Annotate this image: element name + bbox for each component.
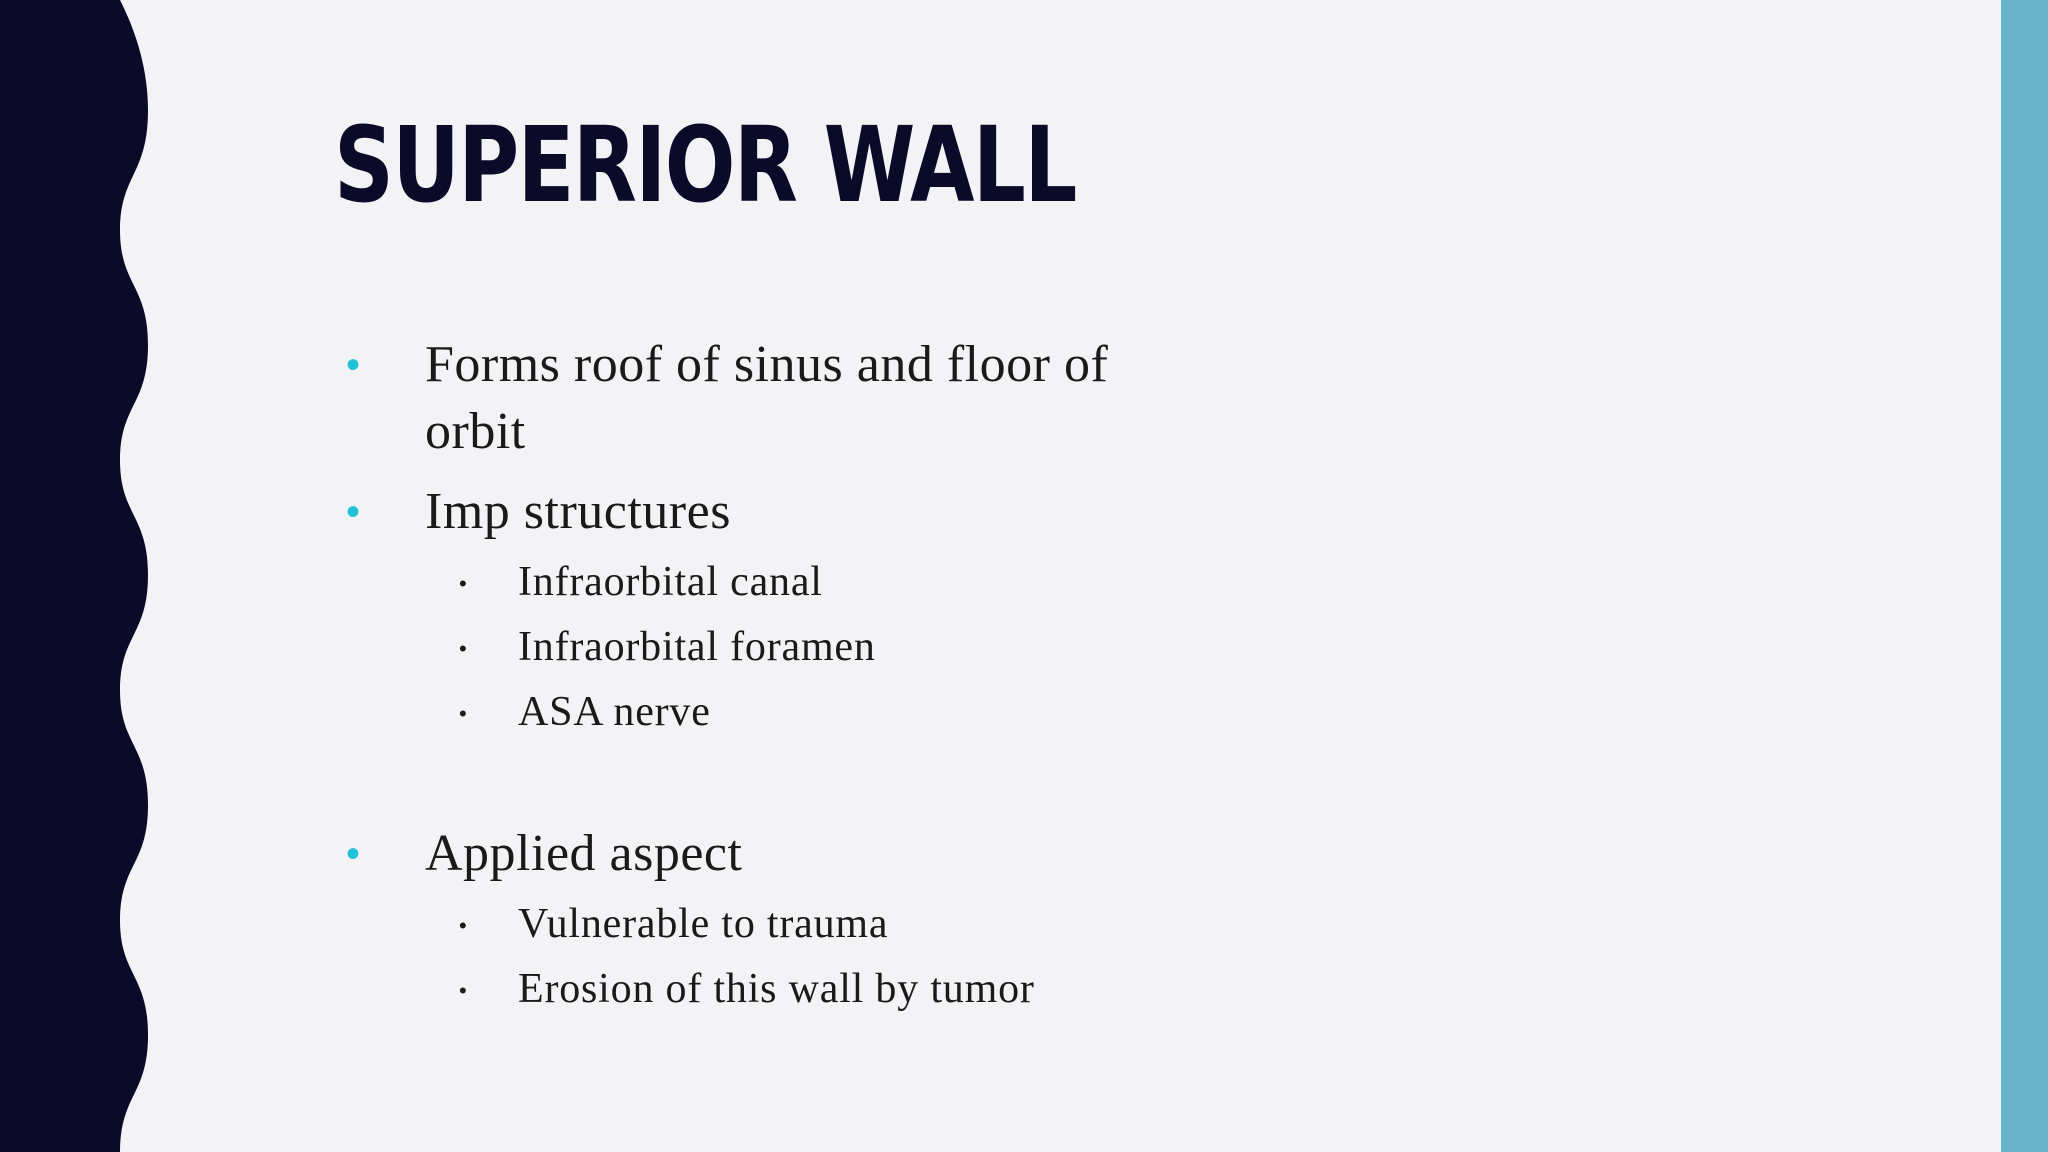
sub-bullet-text: Erosion of this wall by tumor (518, 966, 1035, 1012)
sub-bullet-marker: • (459, 913, 467, 938)
bullet-marker: • (346, 490, 361, 534)
bullet-text-1-line-1: Forms roof of sinus and floor of (425, 336, 1109, 393)
sub-bullet-text: ASA nerve (518, 689, 711, 735)
sub-bullet-marker: • (459, 978, 467, 1003)
sub-bullet-text: Infraorbital foramen (518, 624, 876, 670)
bullet-marker: • (346, 832, 361, 876)
bullet-text-3: Applied aspect (425, 825, 743, 882)
slide-title: SUPERIOR WALL (334, 104, 1076, 226)
sub-bullet-marker: • (459, 571, 467, 596)
sub-bullet-marker: • (459, 701, 467, 726)
sub-bullet-marker: • (459, 636, 467, 661)
sub-bullet-text: Vulnerable to trauma (518, 901, 889, 947)
sub-bullet-text: Infraorbital canal (518, 559, 823, 605)
bullet-text-1-line-2: orbit (425, 403, 526, 460)
bullet-marker: • (346, 343, 361, 387)
right-accent-bar (2001, 0, 2048, 1152)
bullet-text-2: Imp structures (425, 483, 731, 540)
